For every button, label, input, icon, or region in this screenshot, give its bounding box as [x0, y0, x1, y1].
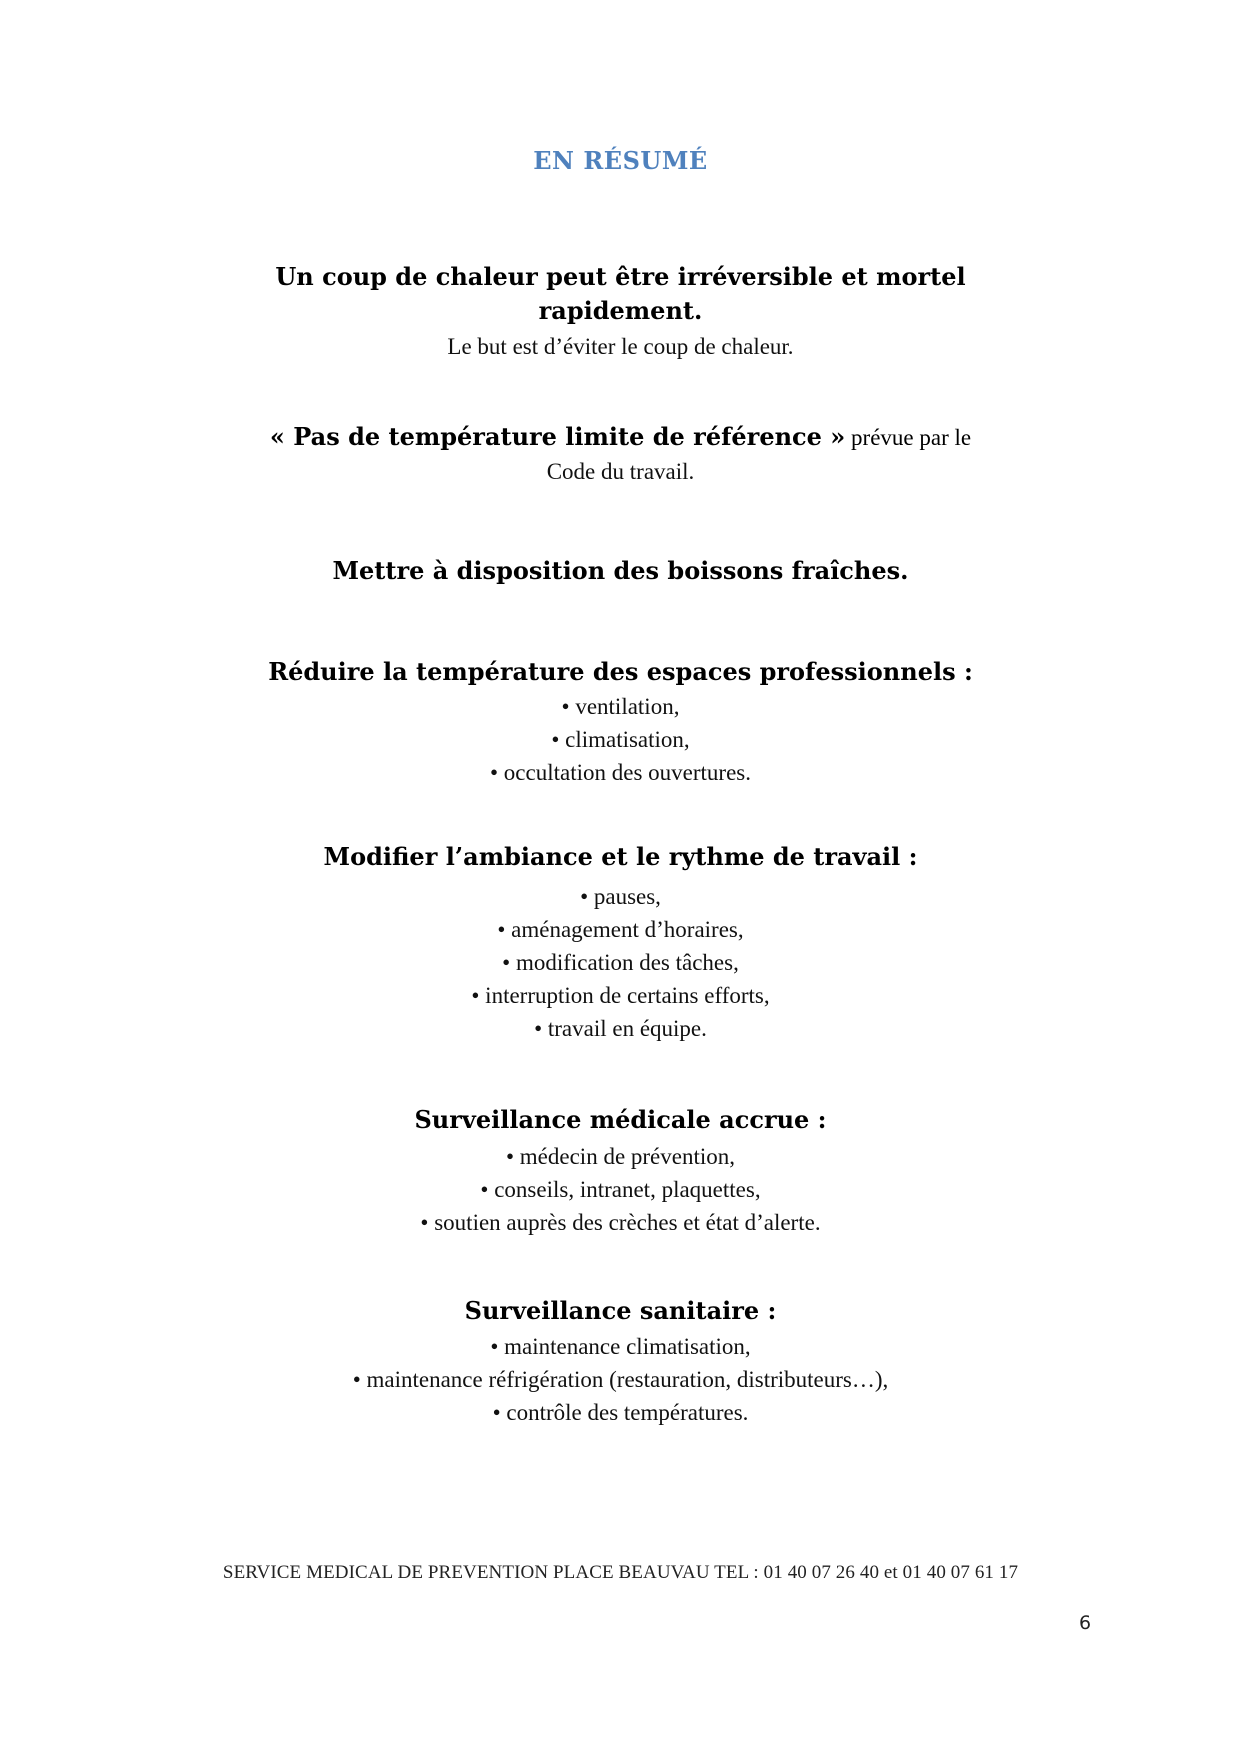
list-item: • aménagement d’horaires, — [497, 917, 744, 942]
sanitaire-heading: Surveillance sanitaire : — [464, 1296, 777, 1325]
temperature-bold-text: « Pas de température limite de référence » — [269, 422, 846, 451]
modifier-heading: Modifier l’ambiance et le rythme de travail : — [323, 842, 918, 871]
list-item: • médecin de prévention, — [505, 1144, 736, 1169]
page-footer: SERVICE MEDICAL DE PREVENTION PLACE BEAUVAU TEL : 01 40 07 26 40 et 01 40 07 61 17 — [222, 1562, 1019, 1583]
list-item: • ventilation, — [561, 694, 680, 719]
temperature-normal-text: prévue par le — [845, 425, 972, 450]
list-item: • conseils, intranet, plaquettes, — [480, 1177, 761, 1202]
list-item: • maintenance réfrigération (restauration, distributeurs…), — [352, 1367, 889, 1392]
list-item: • soutien auprès des crèches et état d’alerte. — [420, 1210, 821, 1235]
boissons-heading: Mettre à disposition des boissons fraîches. — [332, 556, 909, 585]
list-item: • climatisation, — [551, 727, 690, 752]
modifier-list — [0, 880, 1241, 1045]
coup-text: Le but est d’éviter le coup de chaleur. — [447, 334, 794, 359]
list-item: • occultation des ouvertures. — [490, 760, 751, 785]
list-item: • contrôle des températures. — [492, 1400, 749, 1425]
page-number: 6 — [1078, 1612, 1092, 1634]
reduire-heading: Réduire la température des espaces professionnels : — [268, 657, 973, 686]
medicale-heading: Surveillance médicale accrue : — [414, 1105, 827, 1134]
temperature-line1 — [0, 420, 1241, 455]
coup-heading-line1: Un coup de chaleur peut être irréversible et mortel — [275, 262, 966, 291]
list-item: • interruption de certains efforts, — [471, 983, 770, 1008]
reduire-list — [0, 690, 1241, 789]
page-title: EN RÉSUMÉ — [533, 146, 708, 175]
temperature-line2: Code du travail. — [546, 459, 695, 484]
list-item: • pauses, — [580, 884, 661, 909]
list-item: • maintenance climatisation, — [490, 1334, 751, 1359]
sanitaire-list — [0, 1330, 1241, 1429]
list-item: • modification des tâches, — [502, 950, 739, 975]
medicale-list — [0, 1140, 1241, 1239]
list-item: • travail en équipe. — [534, 1016, 707, 1041]
coup-heading-line2: rapidement. — [538, 296, 703, 325]
